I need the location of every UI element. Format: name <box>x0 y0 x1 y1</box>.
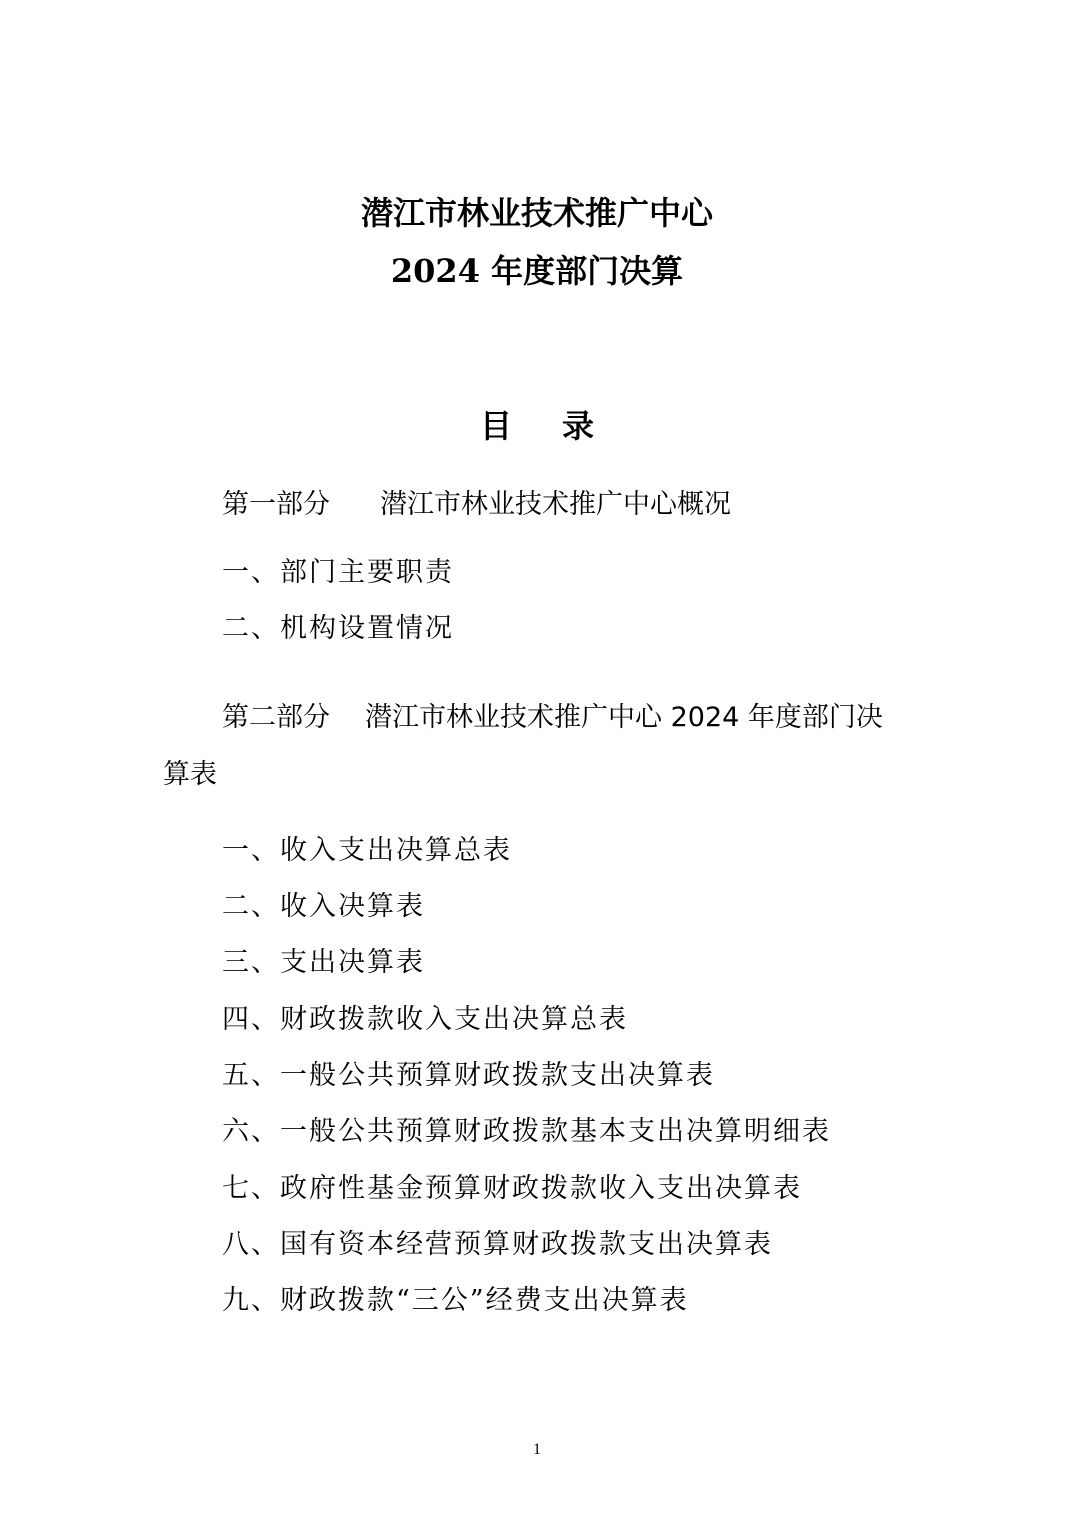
toc-item: 五、一般公共预算财政拨款支出决算表 <box>222 1060 715 1091</box>
toc-part-1 <box>222 487 731 523</box>
toc-item: 三、支出决算表 <box>222 947 425 978</box>
toc-item: 六、一般公共预算财政拨款基本支出决算明细表 <box>222 1116 831 1147</box>
toc-item: 七、政府性基金预算财政拨款收入支出决算表 <box>222 1173 802 1204</box>
toc-part-1-label: 第一部分 <box>222 489 330 520</box>
toc-part-2 <box>222 700 883 736</box>
toc-item: 二、机构设置情况 <box>222 613 454 644</box>
toc-heading: 目录 <box>479 407 644 445</box>
toc-part-2-title-continued: 算表 <box>163 759 217 790</box>
toc-item: 一、收入支出决算总表 <box>222 835 512 866</box>
toc-item: 二、收入决算表 <box>222 891 425 922</box>
document-subtitle: 2024 年度部门决算 <box>390 252 684 290</box>
document-title: 潜江市林业技术推广中心 <box>360 194 713 232</box>
toc-part-2-title: 潜江市林业技术推广中心 2024 年度部门决 <box>365 702 883 733</box>
toc-part-1-title: 潜江市林业技术推广中心概况 <box>380 489 731 520</box>
toc-item: 一、部门主要职责 <box>222 557 454 588</box>
toc-part-2-label: 第二部分 <box>222 702 330 733</box>
toc-item: 八、国有资本经营预算财政拨款支出决算表 <box>222 1229 773 1260</box>
toc-item: 九、财政拨款“三公”经费支出决算表 <box>222 1285 689 1316</box>
page-number: 1 <box>533 1441 541 1458</box>
toc-item: 四、财政拨款收入支出决算总表 <box>222 1004 628 1035</box>
